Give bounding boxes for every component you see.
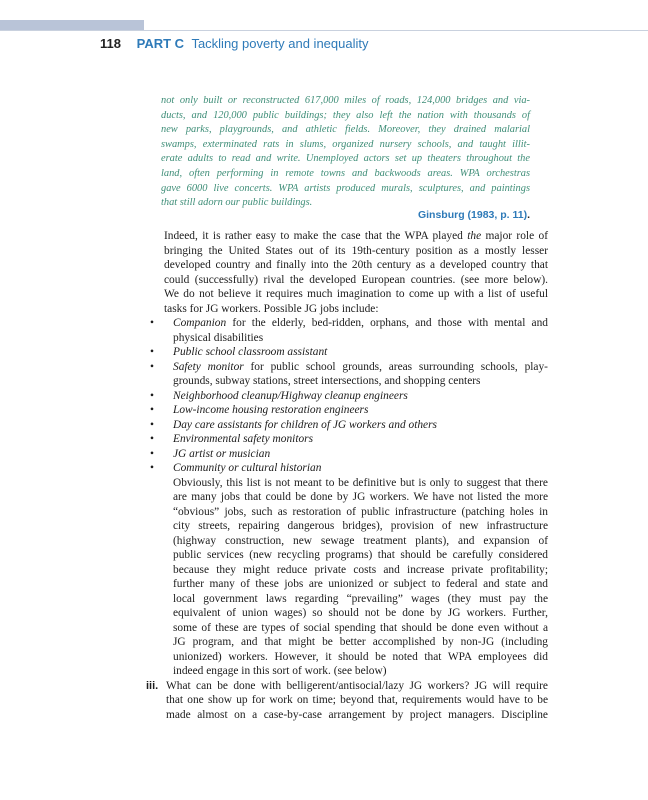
- paragraph-line: Indeed, it is rather easy to make the case that the WPA played the major role of: [164, 230, 548, 242]
- quote-line: erate adults to read and write. Unemployed actors set up theaters throughout the: [161, 153, 530, 165]
- header-color-band: [0, 20, 144, 30]
- citation-text: Ginsburg (1983, p. 11): [417, 209, 528, 221]
- paragraph-line: JG program, and that might be better accomplished by non-JG (including: [173, 636, 548, 648]
- citation-period: .: [527, 209, 530, 221]
- quote-line: new parks, playgrounds, and athletic fields. Moreover, they drained malarial: [161, 124, 530, 136]
- block-quote: [161, 94, 530, 211]
- quote-line: not only built or reconstructed 617,000 miles of roads, 124,000 bridges and via-: [161, 95, 530, 106]
- paragraph-line: are many jobs that could be done by JG workers. We have not listed the more: [173, 491, 548, 503]
- list-item: Community or cultural historian: [173, 462, 322, 474]
- list-item-continued: physical disabilities: [173, 331, 264, 344]
- quote-citation: [418, 209, 530, 221]
- list-item: Safety monitor for public school grounds, areas surrounding schools, play-: [173, 360, 548, 373]
- list-item: Low-income housing restoration engineers: [173, 404, 369, 416]
- header-rule: [0, 30, 648, 31]
- paragraph-line: (highway construction, new sewage treatment plants), and expansion of: [173, 534, 548, 547]
- bullet: •: [150, 389, 154, 402]
- bullet: •: [150, 418, 154, 431]
- running-head: [100, 36, 369, 51]
- paragraph-line: because they might reduce private costs and increase private profitability;: [173, 563, 548, 576]
- paragraph-line: could (successfully) rival the developed European countries. (see more below).: [164, 273, 548, 286]
- paragraph-line: indeed engage in this sort of work. (see below): [173, 665, 387, 677]
- bullet: •: [150, 404, 154, 416]
- paragraph-line: bringing the United States out of its 19th-century position as a mostly lesser: [164, 244, 548, 257]
- list-item: Companion for the elderly, bed-ridden, orphans, and those with mental and: [173, 317, 548, 329]
- list-item: Day care assistants for children of JG workers and others: [173, 418, 437, 431]
- list-item: Public school classroom assistant: [173, 346, 328, 358]
- paragraph-line: What can be done with belligerent/antisocial/lazy JG workers? JG will require: [166, 679, 548, 692]
- list-item: JG artist or musician: [173, 447, 271, 460]
- paragraph-line: Obviously, this list is not meant to be definitive but is only to suggest that there: [173, 476, 548, 489]
- bullet: •: [150, 317, 154, 329]
- paragraph-line: further many of these jobs are unionized or subject to federal and state and: [173, 578, 548, 590]
- list-item: Neighborhood cleanup/Highway cleanup engineers: [173, 389, 408, 402]
- paragraph-line: tasks for JG workers. Possible JG jobs include:: [164, 302, 379, 315]
- paragraph-line: made almost on a case-by-case arrangement by project managers. Discipline: [166, 708, 548, 721]
- paragraph-line: We do not believe it requires much imagination to come up with a list of useful: [164, 288, 548, 300]
- paragraph-line: that one show up for work on time; beyond that, requirements would have to be: [166, 694, 548, 706]
- quote-line: gave 6000 live concerts. WPA artists produced murals, sculptures, and paintings: [161, 182, 530, 194]
- list-item-continued: grounds, subway stations, street intersections, and shopping centers: [173, 375, 481, 387]
- paragraph-line: city streets, repairing dangerous bridges), provision of new infrastructure: [173, 520, 548, 532]
- quote-line: ducts, and 120,000 public buildings; they also left the nation with thousands of: [161, 109, 530, 121]
- paragraph-line: unionized) workers. However, it should be noted that WPA employees did: [173, 650, 548, 663]
- paragraph-line: equivalent of union wages) so should not be done by JG workers. Further,: [173, 607, 548, 619]
- quote-line: that still adorn our public buildings.: [161, 197, 313, 209]
- paragraph-line: “obvious” jobs, such as restoration of public infrastructure (patching holes in: [173, 505, 548, 518]
- bullet: •: [150, 462, 154, 474]
- quote-line: land, often performing in remote towns and backwoods areas. WPA orchestras: [161, 167, 530, 179]
- bullet: •: [150, 447, 154, 460]
- list-item: Environmental safety monitors: [173, 433, 314, 445]
- paragraph-line: developed country and finally into the 20th century as a developed country that: [164, 259, 548, 271]
- chapter-title: Tackling poverty and inequality: [191, 36, 369, 51]
- part-label: PART C: [136, 36, 185, 51]
- paragraph-line: public services (new recycling programs) that should be carefully considered: [173, 549, 548, 561]
- section-iii-label: iii.: [146, 679, 159, 692]
- bullet: •: [150, 360, 154, 373]
- paragraph-line: some of these are types of social spending that should be done even without a: [173, 621, 548, 634]
- bullet: •: [150, 346, 154, 358]
- page-number: 118: [100, 36, 121, 51]
- quote-line: swamps, exterminated rats in slums, organized nursery schools, and taught illit-: [161, 138, 530, 150]
- bullet: •: [150, 433, 154, 445]
- paragraph-line: local government laws regarding “prevailing” wages (they must pay the: [173, 592, 548, 605]
